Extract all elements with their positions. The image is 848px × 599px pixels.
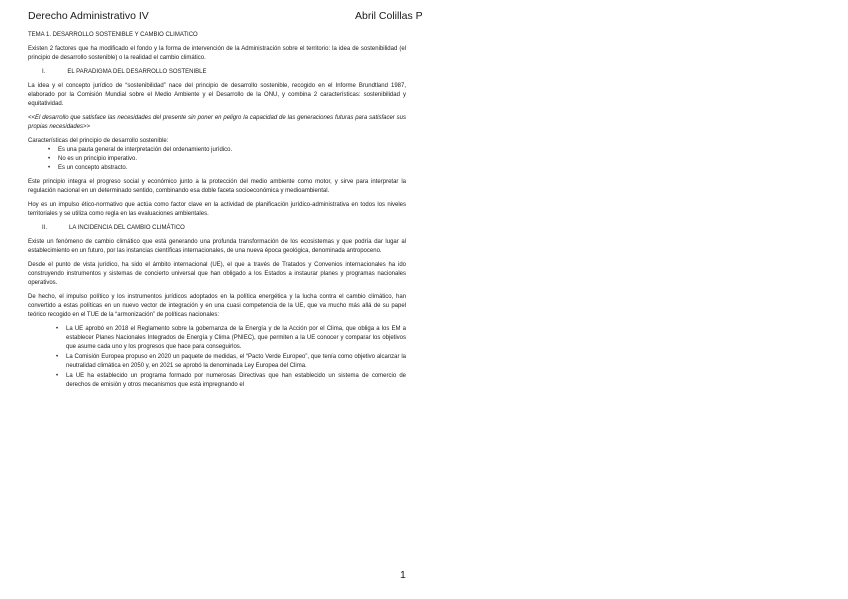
document-body [28,31,406,395]
section-number: II. [42,225,48,231]
paragraph: La idea y el concepto jurídico de “sostenibilidad” nace del principio de desarrollo sostenible, recogido en el Informe Brundtland 1987, elaborado por la Comisión Mundial sobre el Medio Ambiente y el Desarrollo de la ONU, y combina 2 características: sostenibilidad y equitatividad. [28,83,406,107]
list-item: • Es un concepto abstracto. [58,164,406,173]
bullet-list [28,146,406,173]
section-heading-2 [28,224,406,233]
bullet-list [28,325,406,390]
topic-heading: TEMA 1. DESARROLLO SOSTENIBLE Y CAMBIO CLIMATICO [28,32,198,38]
paragraph: Este principio integra el progreso social y económico junto a la protección del medio ambiente como motor, y sirve para interpretar la regulación nacional en un determinado sentido, combinando esa doble faceta socioeconómica y medioambiental. [28,179,406,194]
list-title: Características del principio de desarrollo sostenible: [28,138,169,144]
header-course-title: Derecho Administrativo IV [28,10,149,22]
paragraph: Desde el punto de vista jurídico, ha sido el ámbito internacional (UE), el que a través de Tratados y Convenios internacionales ha ido construyendo instrumentos y sistemas de concierto universal que han obligado a los Estados a instaurar planes y programas nacionales operativos. [28,262,406,286]
section-title: EL PARADIGMA DEL DESARROLLO SOSTENIBLE [67,69,207,75]
paragraph: De hecho, el impulso político y los instrumentos jurídicos adoptados en la política energética y la lucha contra el cambio climático, han convertido a estas políticas en un nuevo vector de integración y en una cuasi competencia de la UE, que va mucho más allá de su papel teórico recogido en el TUE de la “armonización” de políticas nacionales: [28,294,406,318]
section-title: LA INCIDENCIA DEL CAMBIO CLIMÁTICO [69,225,185,231]
section-heading-1 [28,68,406,77]
page-number: 1 [400,569,406,581]
header-author: Abril Colillas P [355,10,423,22]
quote-paragraph: <<El desarrollo que satisface las necesidades del presente sin poner en peligro la capacidad de las generaciones futuras para satisfacer sus propias necesidades>> [28,115,406,130]
list-item: • La UE ha establecido un programa formado por numerosas Directivas que han establecido un sistema de comercio de derechos de emisión y otros mecanismos que está impregnando el [66,372,406,390]
list-item: • La UE aprobó en 2018 el Reglamento sobre la gobernanza de la Energía y de la Acción por el Clima, que obliga a los EM a establecer Planes Nacionales Integrados de Energía y Clima (PNIEC), que permiten a la UE conocer y comparar los objetivos que asume cada uno y los progresos que hace para conseguirlos. [66,325,406,352]
section-number: I. [42,69,46,75]
list-item: • La Comisión Europea propuso en 2020 un paquete de medidas, el “Pacto Verde Europeo”, que tenía como objetivo alcanzar la neutralidad climática en 2050 y, en 2021 se aprobó la denominada Ley Europea del Clima. [66,353,406,371]
list-item: • No es un principio imperativo. [58,155,406,164]
list-item: • Es una pauta general de interpretación del ordenamiento jurídico. [58,146,406,155]
paragraph: Existe un fenómeno de cambio climático que está generando una profunda transformación de los ecosistemas y que podría dar lugar al establecimiento en un futuro, por las instancias científicas internacionales, de una nueva época geológica, denominada antropoceno. [28,239,406,254]
paragraph: Hoy es un impulso ético-normativo que actúa como factor clave en la actividad de planificación jurídico-administrativa en todos los niveles territoriales y se utiliza como regla en las evaluaciones ambientales. [28,202,406,217]
intro-paragraph: Existen 2 factores que ha modificado el fondo y la forma de intervención de la Administración sobre el territorio: la idea de sostenibilidad (el principio de desarrollo sostenible) o la realidad el cambio climático. [28,46,406,61]
